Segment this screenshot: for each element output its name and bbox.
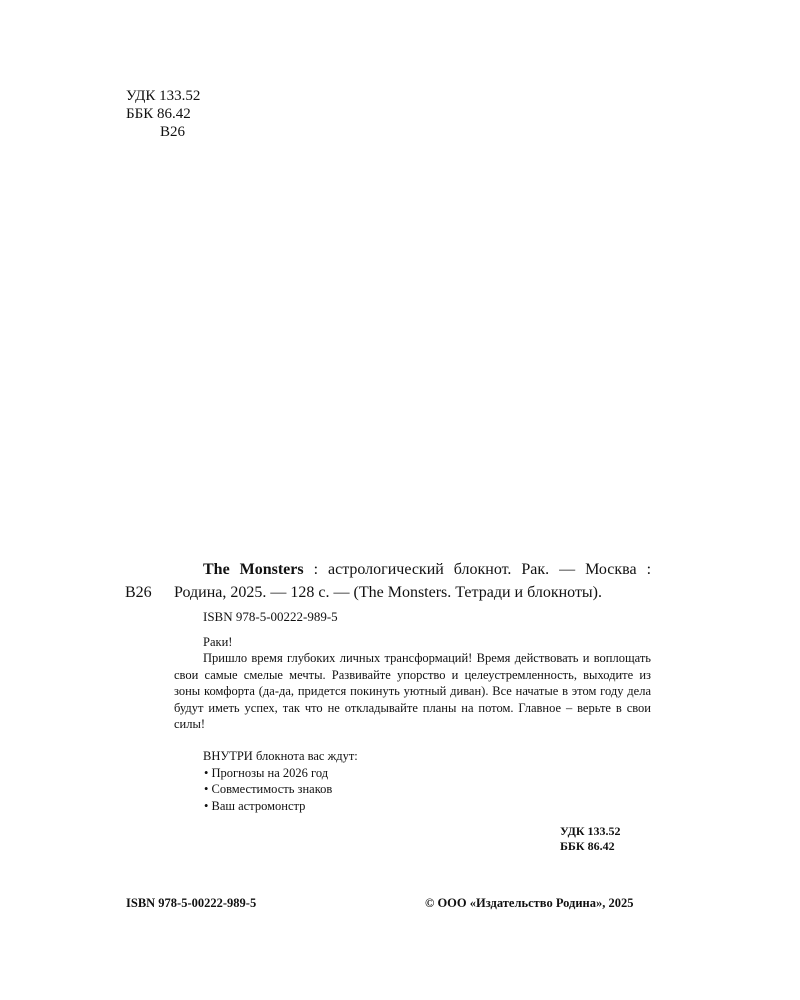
book-subtitle: : астрологический блокнот. Рак. — Москва : (303, 561, 652, 578)
bib-imprint-line: Родина, 2025. — 128 с. — (The Monsters. Тетради и блокноты). (174, 584, 603, 601)
bbk-code: ББК 86.42 (126, 106, 191, 122)
inside-item: • Совместимость знаков (204, 782, 333, 796)
author-mark-top: В26 (160, 124, 186, 140)
annotation (174, 634, 651, 732)
book-title: The Monsters (203, 561, 304, 578)
annotation-greeting: Раки! (203, 635, 233, 649)
isbn-line: ISBN 978-5-00222-989-5 (203, 609, 338, 624)
inside-heading: ВНУТРИ блокнота вас ждут: (203, 749, 358, 763)
bottom-codes (560, 824, 650, 854)
inside-item: • Прогнозы на 2026 год (204, 765, 329, 780)
udk-code-bottom: УДК 133.52 (560, 824, 621, 838)
classification-codes (126, 87, 200, 141)
udk-code: УДК 133.52 (126, 88, 201, 104)
author-mark: В26 (125, 584, 152, 601)
bbk-code-bottom: ББК 86.42 (560, 839, 615, 853)
inside-item: • Ваш астромонстр (204, 798, 306, 813)
bib-title-line (203, 558, 651, 581)
inside-list (203, 748, 358, 814)
footer-copyright: © ООО «Издательство Родина», 2025 (425, 896, 634, 910)
footer-isbn: ISBN 978-5-00222-989-5 (126, 896, 257, 910)
annotation-body: Пришло время глубоких личных трансформаций! Время действовать и воплощать свои самые смелые мечты. Развивайте упорство и целеустремленность, выходите из зоны комфорта (да-да, придется покинуть уютный диван). Все начатые в этом году дела будут иметь успех, так что не откладывайте планы на потом. Главное – верьте в свои силы! (174, 651, 651, 732)
